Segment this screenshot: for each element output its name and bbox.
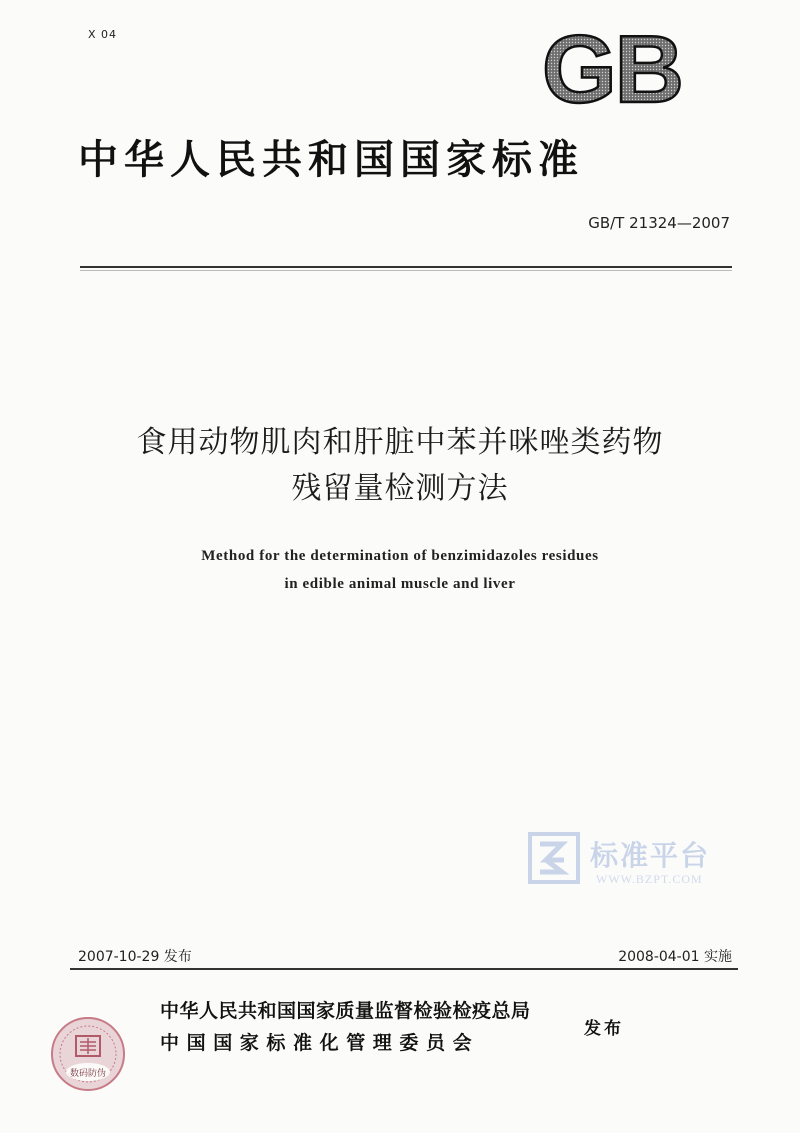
site-watermark — [528, 832, 758, 890]
chinese-title — [60, 420, 740, 512]
implementation-date: 2008-04-01 实施 — [618, 949, 732, 965]
top-divider-shadow — [80, 270, 732, 271]
publish-label: 发布 — [584, 1019, 624, 1039]
issue-date: 2007-10-29 发布 — [78, 949, 192, 965]
gb-logo — [532, 26, 692, 112]
english-title — [60, 542, 740, 598]
seal-icon — [50, 1016, 126, 1092]
gb-logo-text: GB — [542, 26, 682, 112]
classification-code: X 04 — [88, 28, 118, 41]
chinese-title-line-2: 残留量检测方法 — [291, 471, 509, 506]
english-title-line-1: Method for the determination of benzimidazoles residues — [201, 548, 599, 564]
top-divider — [80, 266, 732, 268]
english-title-line-2: in edible animal muscle and liver — [284, 576, 516, 592]
watermark-text: 标准平台 — [590, 839, 711, 872]
standard-number: GB/T 21324—2007 — [588, 214, 730, 232]
watermark-logo-icon — [528, 832, 580, 884]
national-standard-title: 中华人民共和国国家标准 — [78, 136, 584, 183]
watermark-url: WWW.BZPT.COM — [596, 872, 703, 886]
anti-counterfeit-seal — [50, 1016, 126, 1092]
issuer-sac: 中国国家标准化管理委员会 — [160, 1032, 480, 1054]
issuer-aqsiq: 中华人民共和国国家质量监督检验检疫总局 — [160, 1000, 531, 1022]
gb-logo-graphic — [532, 26, 692, 112]
seal-caption: 数码防伪 — [69, 1069, 107, 1079]
chinese-title-line-1: 食用动物肌肉和肝脏中苯并咪唑类药物 — [136, 425, 664, 460]
bottom-divider — [70, 968, 738, 970]
